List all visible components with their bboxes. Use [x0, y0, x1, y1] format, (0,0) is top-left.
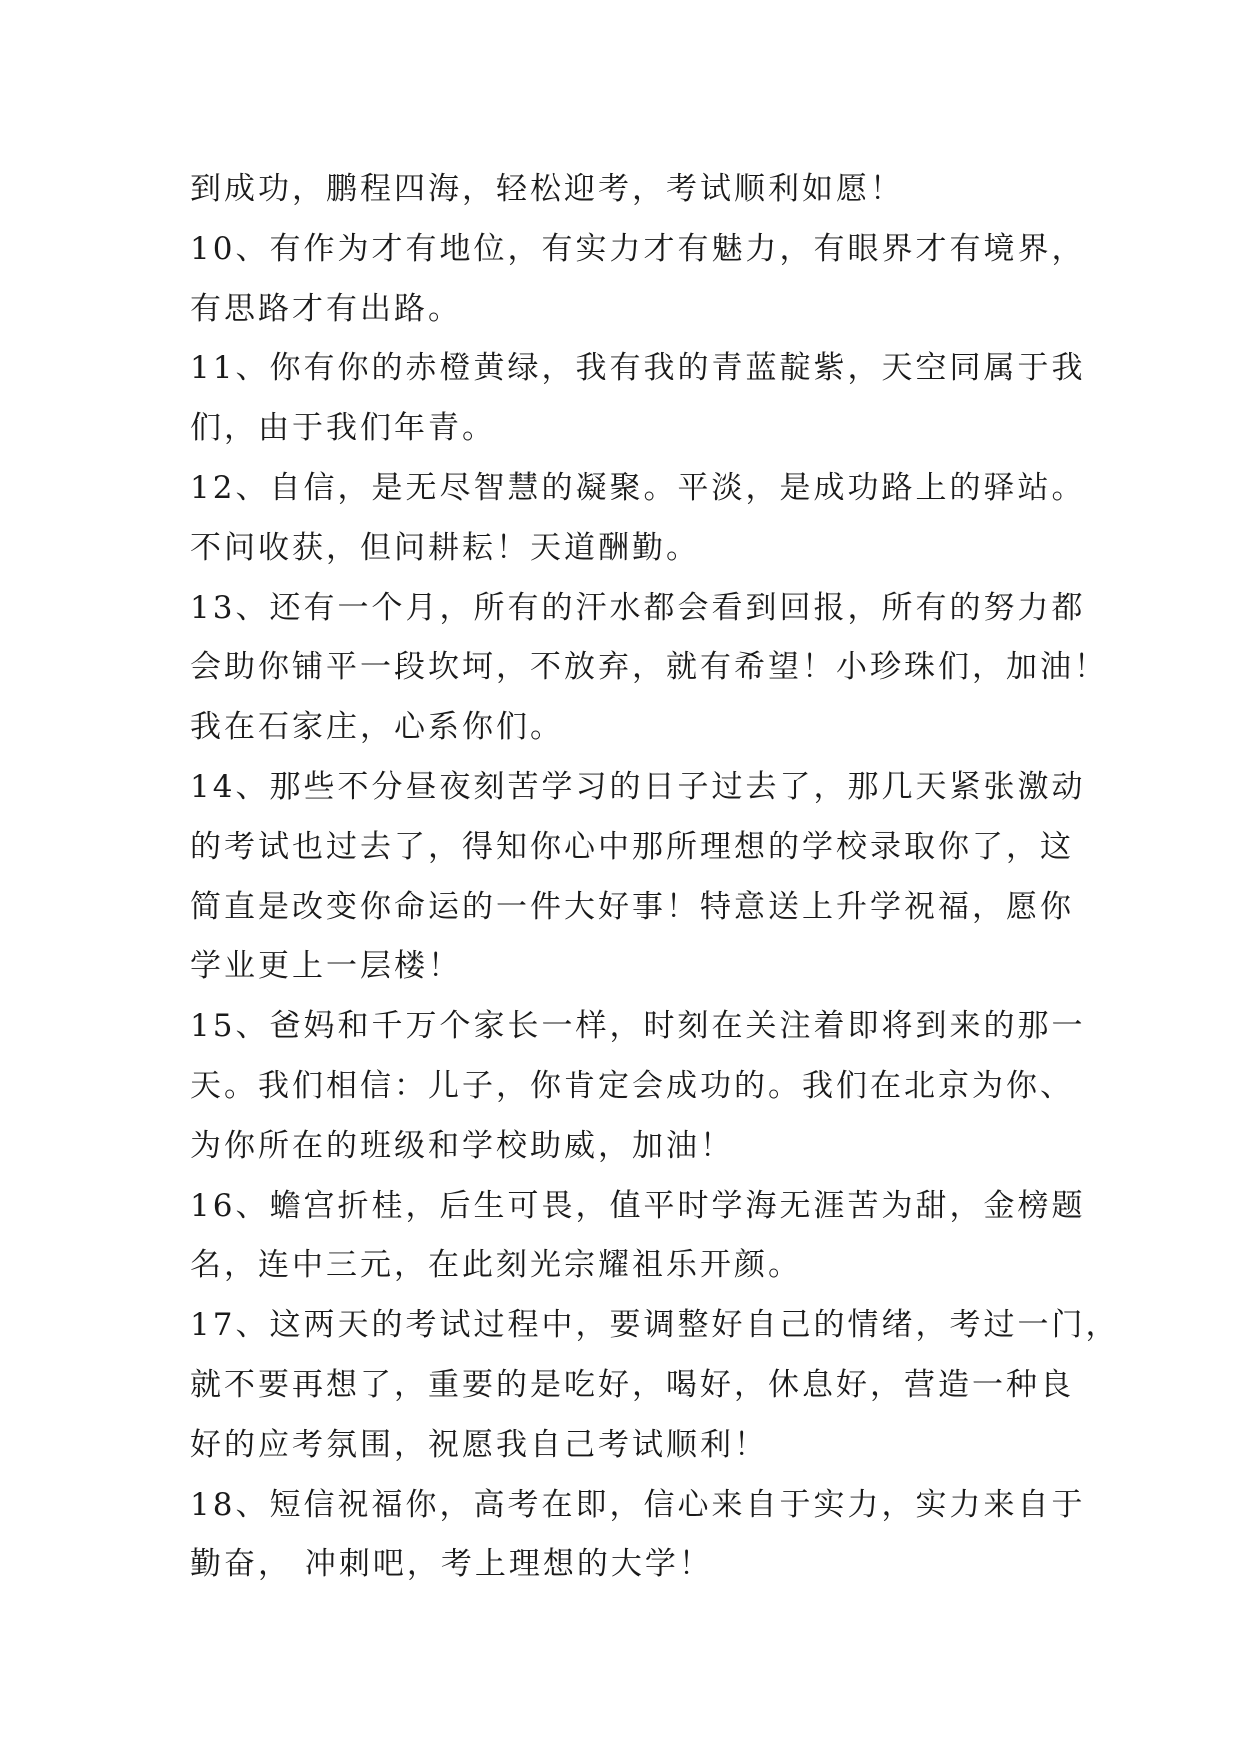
- text-line: 14、那些不分昼夜刻苦学习的日子过去了，那几天紧张激动: [190, 768, 1086, 805]
- text-line: 我在石家庄，心系你们。: [190, 709, 564, 746]
- text-line: 有思路才有出路。: [190, 290, 462, 327]
- text-line: 17、这两天的考试过程中，要调整好自己的情绪，考过一门，: [190, 1307, 1120, 1344]
- text-line: 天。我们相信：儿子，你肯定会成功的。我们在北京为你、: [190, 1067, 1074, 1104]
- text-line: 18、短信祝福你，高考在即，信心来自于实力，实力来自于: [190, 1486, 1086, 1523]
- text-line: 好的应考氛围，祝愿我自己考试顺利！: [190, 1426, 768, 1463]
- text-line: 11、你有你的赤橙黄绿，我有我的青蓝靛紫，天空同属于我: [190, 350, 1086, 387]
- text-line: 10、有作为才有地位，有实力才有魅力，有眼界才有境界，: [190, 230, 1086, 267]
- text-line: 们，由于我们年青。: [190, 410, 496, 447]
- text-line: 12、自信，是无尽智慧的凝聚。平淡，是成功路上的驿站。: [190, 469, 1086, 506]
- text-line: 到成功，鹏程四海，轻松迎考，考试顺利如愿！: [190, 171, 904, 207]
- document-body: [190, 160, 1120, 1595]
- text-line: 的考试也过去了，得知你心中那所理想的学校录取你了，这: [190, 828, 1074, 865]
- text-line: 为你所在的班级和学校助威，加油！: [190, 1127, 734, 1164]
- text-line: 会助你铺平一段坎坷，不放弃，就有希望！小珍珠们，加油！: [190, 649, 1108, 686]
- text-line: 就不要再想了，重要的是吃好，喝好，休息好，营造一种良: [190, 1366, 1074, 1403]
- text-line: 名，连中三元，在此刻光宗耀祖乐开颜。: [190, 1247, 802, 1284]
- text-line: 简直是改变你命运的一件大好事！特意送上升学祝福，愿你: [190, 888, 1074, 925]
- text-line: 16、蟾宫折桂，后生可畏，值平时学海无涯苦为甜，金榜题: [190, 1187, 1086, 1224]
- text-line: 15、爸妈和千万个家长一样，时刻在关注着即将到来的那一: [190, 1008, 1086, 1045]
- text-line: 学业更上一层楼！: [190, 948, 462, 985]
- text-line: 勤奋， 冲刺吧，考上理想的大学！: [190, 1546, 713, 1583]
- text-line: 13、还有一个月，所有的汗水都会看到回报，所有的努力都: [190, 589, 1086, 626]
- text-line: 不问收获，但问耕耘！天道酬勤。: [190, 529, 700, 566]
